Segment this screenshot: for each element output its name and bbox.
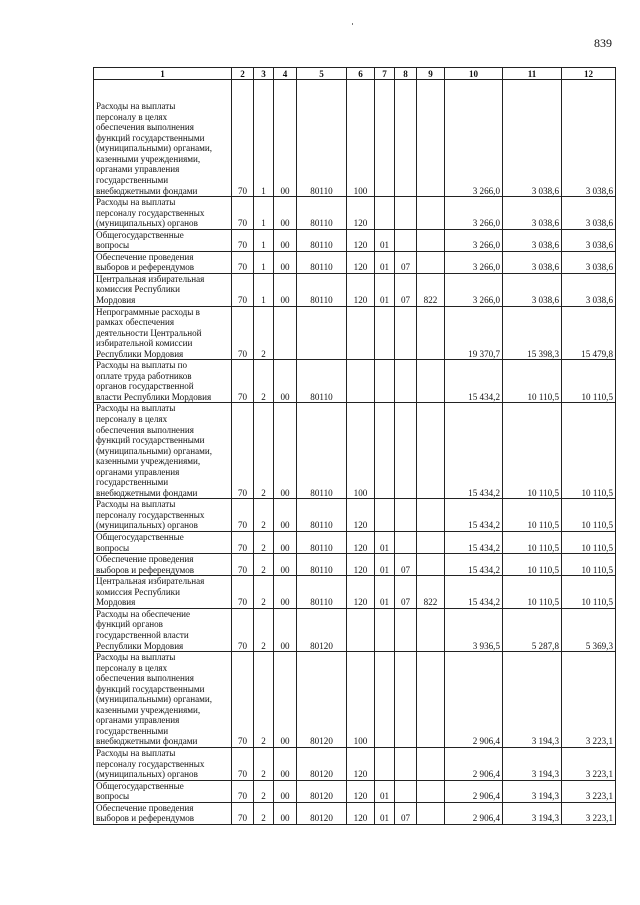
- col-11-amount-cell: 3 038,6: [503, 273, 562, 306]
- col-8-cell: [395, 608, 417, 651]
- col-9-cell: [417, 229, 445, 251]
- header-cell: 6: [347, 68, 375, 80]
- header-cell: 10: [445, 68, 503, 80]
- col-5-cell: 80110: [297, 403, 347, 499]
- col-3-cell: 2: [254, 608, 274, 651]
- col-2-cell: 70: [232, 197, 254, 230]
- col-4-cell: 00: [274, 403, 297, 499]
- col-10-amount-cell: 3 266,0: [445, 229, 503, 251]
- col-3-cell: 1: [254, 197, 274, 230]
- col-11-amount-cell: 3 194,3: [503, 747, 562, 780]
- col-9-cell: [417, 747, 445, 780]
- col-8-cell: [395, 780, 417, 802]
- col-9-cell: [417, 802, 445, 824]
- col-7-cell: [375, 197, 395, 230]
- col-11-amount-cell: 3 194,3: [503, 802, 562, 824]
- col-4-cell: 00: [274, 273, 297, 306]
- col-4-cell: 00: [274, 251, 297, 273]
- col-12-amount-cell: 3 038,6: [562, 80, 616, 197]
- col-3-cell: 1: [254, 251, 274, 273]
- col-9-cell: [417, 360, 445, 403]
- col-3-cell: 1: [254, 80, 274, 197]
- col-10-amount-cell: 15 434,2: [445, 532, 503, 554]
- col-10-amount-cell: 2 906,4: [445, 747, 503, 780]
- row-name-cell: Центральная избирательная комиссия Республики Мордовия: [94, 576, 232, 609]
- table-row: [94, 306, 616, 360]
- col-3-cell: 2: [254, 403, 274, 499]
- col-6-cell: [347, 306, 375, 360]
- col-10-amount-cell: 3 936,5: [445, 608, 503, 651]
- col-4-cell: 00: [274, 608, 297, 651]
- col-7-cell: 01: [375, 532, 395, 554]
- col-11-amount-cell: 15 398,3: [503, 306, 562, 360]
- col-12-amount-cell: 3 038,6: [562, 273, 616, 306]
- table-row: [94, 780, 616, 802]
- table-row: [94, 499, 616, 532]
- col-3-cell: 2: [254, 576, 274, 609]
- col-4-cell: 00: [274, 360, 297, 403]
- col-9-cell: [417, 780, 445, 802]
- row-name-cell: Общегосударственные вопросы: [94, 229, 232, 251]
- col-3-cell: 2: [254, 306, 274, 360]
- col-12-amount-cell: 10 110,5: [562, 576, 616, 609]
- col-10-amount-cell: 3 266,0: [445, 251, 503, 273]
- row-name-cell: Расходы на выплаты персоналу государственных (муниципальных) органов: [94, 197, 232, 230]
- col-5-cell: 80120: [297, 747, 347, 780]
- col-3-cell: 2: [254, 554, 274, 576]
- col-11-amount-cell: 10 110,5: [503, 576, 562, 609]
- header-cell: 5: [297, 68, 347, 80]
- col-10-amount-cell: 3 266,0: [445, 197, 503, 230]
- col-7-cell: 01: [375, 554, 395, 576]
- col-5-cell: 80110: [297, 197, 347, 230]
- table-row: [94, 802, 616, 824]
- col-7-cell: 01: [375, 229, 395, 251]
- col-2-cell: 70: [232, 499, 254, 532]
- row-name-cell: Расходы на обеспечение функций органов государственной власти Республики Мордовия: [94, 608, 232, 651]
- col-8-cell: [395, 360, 417, 403]
- col-12-amount-cell: 3 223,1: [562, 652, 616, 748]
- col-6-cell: 100: [347, 652, 375, 748]
- table-row: [94, 532, 616, 554]
- row-name-cell: Расходы на выплаты персоналу государственных (муниципальных) органов: [94, 747, 232, 780]
- col-10-amount-cell: 3 266,0: [445, 80, 503, 197]
- col-11-amount-cell: 10 110,5: [503, 360, 562, 403]
- col-4-cell: 00: [274, 747, 297, 780]
- col-2-cell: 70: [232, 306, 254, 360]
- col-11-amount-cell: 3 194,3: [503, 780, 562, 802]
- col-8-cell: 07: [395, 251, 417, 273]
- header-cell: 7: [375, 68, 395, 80]
- col-6-cell: 120: [347, 780, 375, 802]
- col-6-cell: 120: [347, 802, 375, 824]
- scan-mark: [352, 23, 353, 25]
- col-7-cell: [375, 608, 395, 651]
- col-11-amount-cell: 3 038,6: [503, 251, 562, 273]
- col-6-cell: 120: [347, 499, 375, 532]
- table-row: [94, 360, 616, 403]
- row-name-cell: Обеспечение проведения выборов и референдумов: [94, 554, 232, 576]
- col-7-cell: [375, 403, 395, 499]
- col-7-cell: 01: [375, 802, 395, 824]
- col-12-amount-cell: 3 223,1: [562, 747, 616, 780]
- col-8-cell: [395, 229, 417, 251]
- col-4-cell: 00: [274, 197, 297, 230]
- col-11-amount-cell: 3 194,3: [503, 652, 562, 748]
- col-10-amount-cell: 3 266,0: [445, 273, 503, 306]
- col-3-cell: 2: [254, 532, 274, 554]
- col-3-cell: 2: [254, 802, 274, 824]
- col-7-cell: 01: [375, 273, 395, 306]
- col-8-cell: [395, 652, 417, 748]
- col-3-cell: 2: [254, 780, 274, 802]
- col-2-cell: 70: [232, 576, 254, 609]
- col-9-cell: [417, 306, 445, 360]
- col-5-cell: 80110: [297, 499, 347, 532]
- table-row: [94, 608, 616, 651]
- col-8-cell: [395, 197, 417, 230]
- col-8-cell: 07: [395, 576, 417, 609]
- col-7-cell: 01: [375, 576, 395, 609]
- col-2-cell: 70: [232, 652, 254, 748]
- col-5-cell: 80110: [297, 229, 347, 251]
- col-9-cell: [417, 251, 445, 273]
- col-5-cell: 80120: [297, 780, 347, 802]
- col-10-amount-cell: 15 434,2: [445, 554, 503, 576]
- row-name-cell: Обеспечение проведения выборов и референдумов: [94, 802, 232, 824]
- col-7-cell: [375, 747, 395, 780]
- col-12-amount-cell: 10 110,5: [562, 499, 616, 532]
- header-cell: 12: [562, 68, 616, 80]
- col-6-cell: [347, 608, 375, 651]
- col-2-cell: 70: [232, 554, 254, 576]
- col-12-amount-cell: 10 110,5: [562, 360, 616, 403]
- col-4-cell: 00: [274, 532, 297, 554]
- col-3-cell: 2: [254, 747, 274, 780]
- col-10-amount-cell: 15 434,2: [445, 360, 503, 403]
- col-10-amount-cell: 2 906,4: [445, 652, 503, 748]
- col-4-cell: 00: [274, 554, 297, 576]
- col-5-cell: 80110: [297, 80, 347, 197]
- row-name-cell: Расходы на выплаты персоналу в целях обеспечения выполнения функций государственными (муниципальными) органами, казенными учреждениями, органами управления государственными внебюджетными фондами: [94, 80, 232, 197]
- col-12-amount-cell: 3 038,6: [562, 197, 616, 230]
- header-cell: 4: [274, 68, 297, 80]
- col-4-cell: [274, 306, 297, 360]
- header-cell: 9: [417, 68, 445, 80]
- col-3-cell: 1: [254, 273, 274, 306]
- col-5-cell: 80120: [297, 652, 347, 748]
- col-9-cell: [417, 554, 445, 576]
- table-row: [94, 554, 616, 576]
- col-6-cell: 120: [347, 273, 375, 306]
- col-5-cell: 80110: [297, 576, 347, 609]
- col-2-cell: 70: [232, 273, 254, 306]
- col-7-cell: [375, 80, 395, 197]
- header-cell: 1: [94, 68, 232, 80]
- col-5-cell: 80120: [297, 802, 347, 824]
- col-12-amount-cell: 10 110,5: [562, 532, 616, 554]
- col-8-cell: 07: [395, 273, 417, 306]
- col-8-cell: 07: [395, 554, 417, 576]
- col-3-cell: 2: [254, 360, 274, 403]
- table-row: [94, 576, 616, 609]
- col-11-amount-cell: 3 038,6: [503, 197, 562, 230]
- col-3-cell: 2: [254, 652, 274, 748]
- col-8-cell: [395, 499, 417, 532]
- col-10-amount-cell: 15 434,2: [445, 403, 503, 499]
- col-3-cell: 2: [254, 499, 274, 532]
- col-5-cell: 80110: [297, 554, 347, 576]
- col-3-cell: 1: [254, 229, 274, 251]
- col-11-amount-cell: 3 038,6: [503, 80, 562, 197]
- col-9-cell: [417, 608, 445, 651]
- col-6-cell: 100: [347, 80, 375, 197]
- header-cell: 3: [254, 68, 274, 80]
- page-number: 839: [594, 36, 612, 50]
- col-9-cell: [417, 403, 445, 499]
- col-6-cell: 100: [347, 403, 375, 499]
- col-2-cell: 70: [232, 80, 254, 197]
- row-name-cell: Обеспечение проведения выборов и референдумов: [94, 251, 232, 273]
- col-10-amount-cell: 19 370,7: [445, 306, 503, 360]
- table-row: [94, 747, 616, 780]
- col-7-cell: [375, 306, 395, 360]
- col-6-cell: 120: [347, 197, 375, 230]
- table-row: [94, 80, 616, 197]
- table-row: [94, 251, 616, 273]
- budget-table: [93, 67, 616, 825]
- col-7-cell: [375, 652, 395, 748]
- row-name-cell: Расходы на выплаты персоналу в целях обеспечения выполнения функций государственными (муниципальными) органами, казенными учреждениями, органами управления государственными внебюджетными фондами: [94, 652, 232, 748]
- col-11-amount-cell: 10 110,5: [503, 403, 562, 499]
- header-cell: 8: [395, 68, 417, 80]
- row-name-cell: Общегосударственные вопросы: [94, 532, 232, 554]
- col-5-cell: 80110: [297, 273, 347, 306]
- col-12-amount-cell: 10 110,5: [562, 403, 616, 499]
- header-cell: 2: [232, 68, 254, 80]
- row-name-cell: Расходы на выплаты персоналу государственных (муниципальных) органов: [94, 499, 232, 532]
- col-2-cell: 70: [232, 747, 254, 780]
- col-5-cell: 80120: [297, 608, 347, 651]
- col-9-cell: [417, 80, 445, 197]
- col-2-cell: 70: [232, 360, 254, 403]
- header-row: [94, 68, 616, 80]
- col-2-cell: 70: [232, 802, 254, 824]
- col-9-cell: [417, 532, 445, 554]
- col-4-cell: 00: [274, 499, 297, 532]
- col-4-cell: 00: [274, 802, 297, 824]
- col-2-cell: 70: [232, 532, 254, 554]
- col-6-cell: 120: [347, 747, 375, 780]
- col-8-cell: [395, 747, 417, 780]
- col-5-cell: 80110: [297, 532, 347, 554]
- col-2-cell: 70: [232, 251, 254, 273]
- col-8-cell: [395, 306, 417, 360]
- col-12-amount-cell: 3 038,6: [562, 229, 616, 251]
- col-7-cell: 01: [375, 780, 395, 802]
- col-6-cell: 120: [347, 251, 375, 273]
- col-6-cell: 120: [347, 532, 375, 554]
- col-5-cell: [297, 306, 347, 360]
- row-name-cell: Расходы на выплаты по оплате труда работников органов государственной власти Республики Мордовия: [94, 360, 232, 403]
- col-12-amount-cell: 5 369,3: [562, 608, 616, 651]
- col-11-amount-cell: 3 038,6: [503, 229, 562, 251]
- col-7-cell: [375, 360, 395, 403]
- table-row: [94, 229, 616, 251]
- row-name-cell: Общегосударственные вопросы: [94, 780, 232, 802]
- col-5-cell: 80110: [297, 251, 347, 273]
- table-row: [94, 197, 616, 230]
- col-8-cell: 07: [395, 802, 417, 824]
- col-11-amount-cell: 10 110,5: [503, 499, 562, 532]
- col-8-cell: [395, 80, 417, 197]
- col-6-cell: 120: [347, 229, 375, 251]
- col-2-cell: 70: [232, 229, 254, 251]
- table-row: [94, 652, 616, 748]
- header-cell: 11: [503, 68, 562, 80]
- col-9-cell: [417, 652, 445, 748]
- col-6-cell: 120: [347, 554, 375, 576]
- col-4-cell: 00: [274, 780, 297, 802]
- col-8-cell: [395, 532, 417, 554]
- col-2-cell: 70: [232, 780, 254, 802]
- col-9-cell: [417, 499, 445, 532]
- col-8-cell: [395, 403, 417, 499]
- col-7-cell: 01: [375, 251, 395, 273]
- col-12-amount-cell: 3 223,1: [562, 802, 616, 824]
- table-row: [94, 403, 616, 499]
- col-4-cell: 00: [274, 652, 297, 748]
- col-4-cell: 00: [274, 576, 297, 609]
- row-name-cell: Непрограммные расходы в рамках обеспечения деятельности Центральной избирательной комиссии Республики Мордовия: [94, 306, 232, 360]
- col-11-amount-cell: 10 110,5: [503, 554, 562, 576]
- col-9-cell: 822: [417, 576, 445, 609]
- col-6-cell: 120: [347, 576, 375, 609]
- col-10-amount-cell: 15 434,2: [445, 576, 503, 609]
- row-name-cell: Расходы на выплаты персоналу в целях обеспечения выполнения функций государственными (муниципальными) органами, казенными учреждениями, органами управления государственными внебюджетными фондами: [94, 403, 232, 499]
- col-11-amount-cell: 5 287,8: [503, 608, 562, 651]
- col-7-cell: [375, 499, 395, 532]
- col-12-amount-cell: 10 110,5: [562, 554, 616, 576]
- col-6-cell: [347, 360, 375, 403]
- col-12-amount-cell: 3 223,1: [562, 780, 616, 802]
- col-9-cell: [417, 197, 445, 230]
- col-2-cell: 70: [232, 403, 254, 499]
- row-name-cell: Центральная избирательная комиссия Республики Мордовия: [94, 273, 232, 306]
- col-2-cell: 70: [232, 608, 254, 651]
- col-10-amount-cell: 2 906,4: [445, 802, 503, 824]
- col-11-amount-cell: 10 110,5: [503, 532, 562, 554]
- col-12-amount-cell: 15 479,8: [562, 306, 616, 360]
- col-10-amount-cell: 2 906,4: [445, 780, 503, 802]
- col-12-amount-cell: 3 038,6: [562, 251, 616, 273]
- col-10-amount-cell: 15 434,2: [445, 499, 503, 532]
- col-9-cell: 822: [417, 273, 445, 306]
- col-4-cell: 00: [274, 229, 297, 251]
- col-5-cell: 80110: [297, 360, 347, 403]
- table-row: [94, 273, 616, 306]
- col-4-cell: 00: [274, 80, 297, 197]
